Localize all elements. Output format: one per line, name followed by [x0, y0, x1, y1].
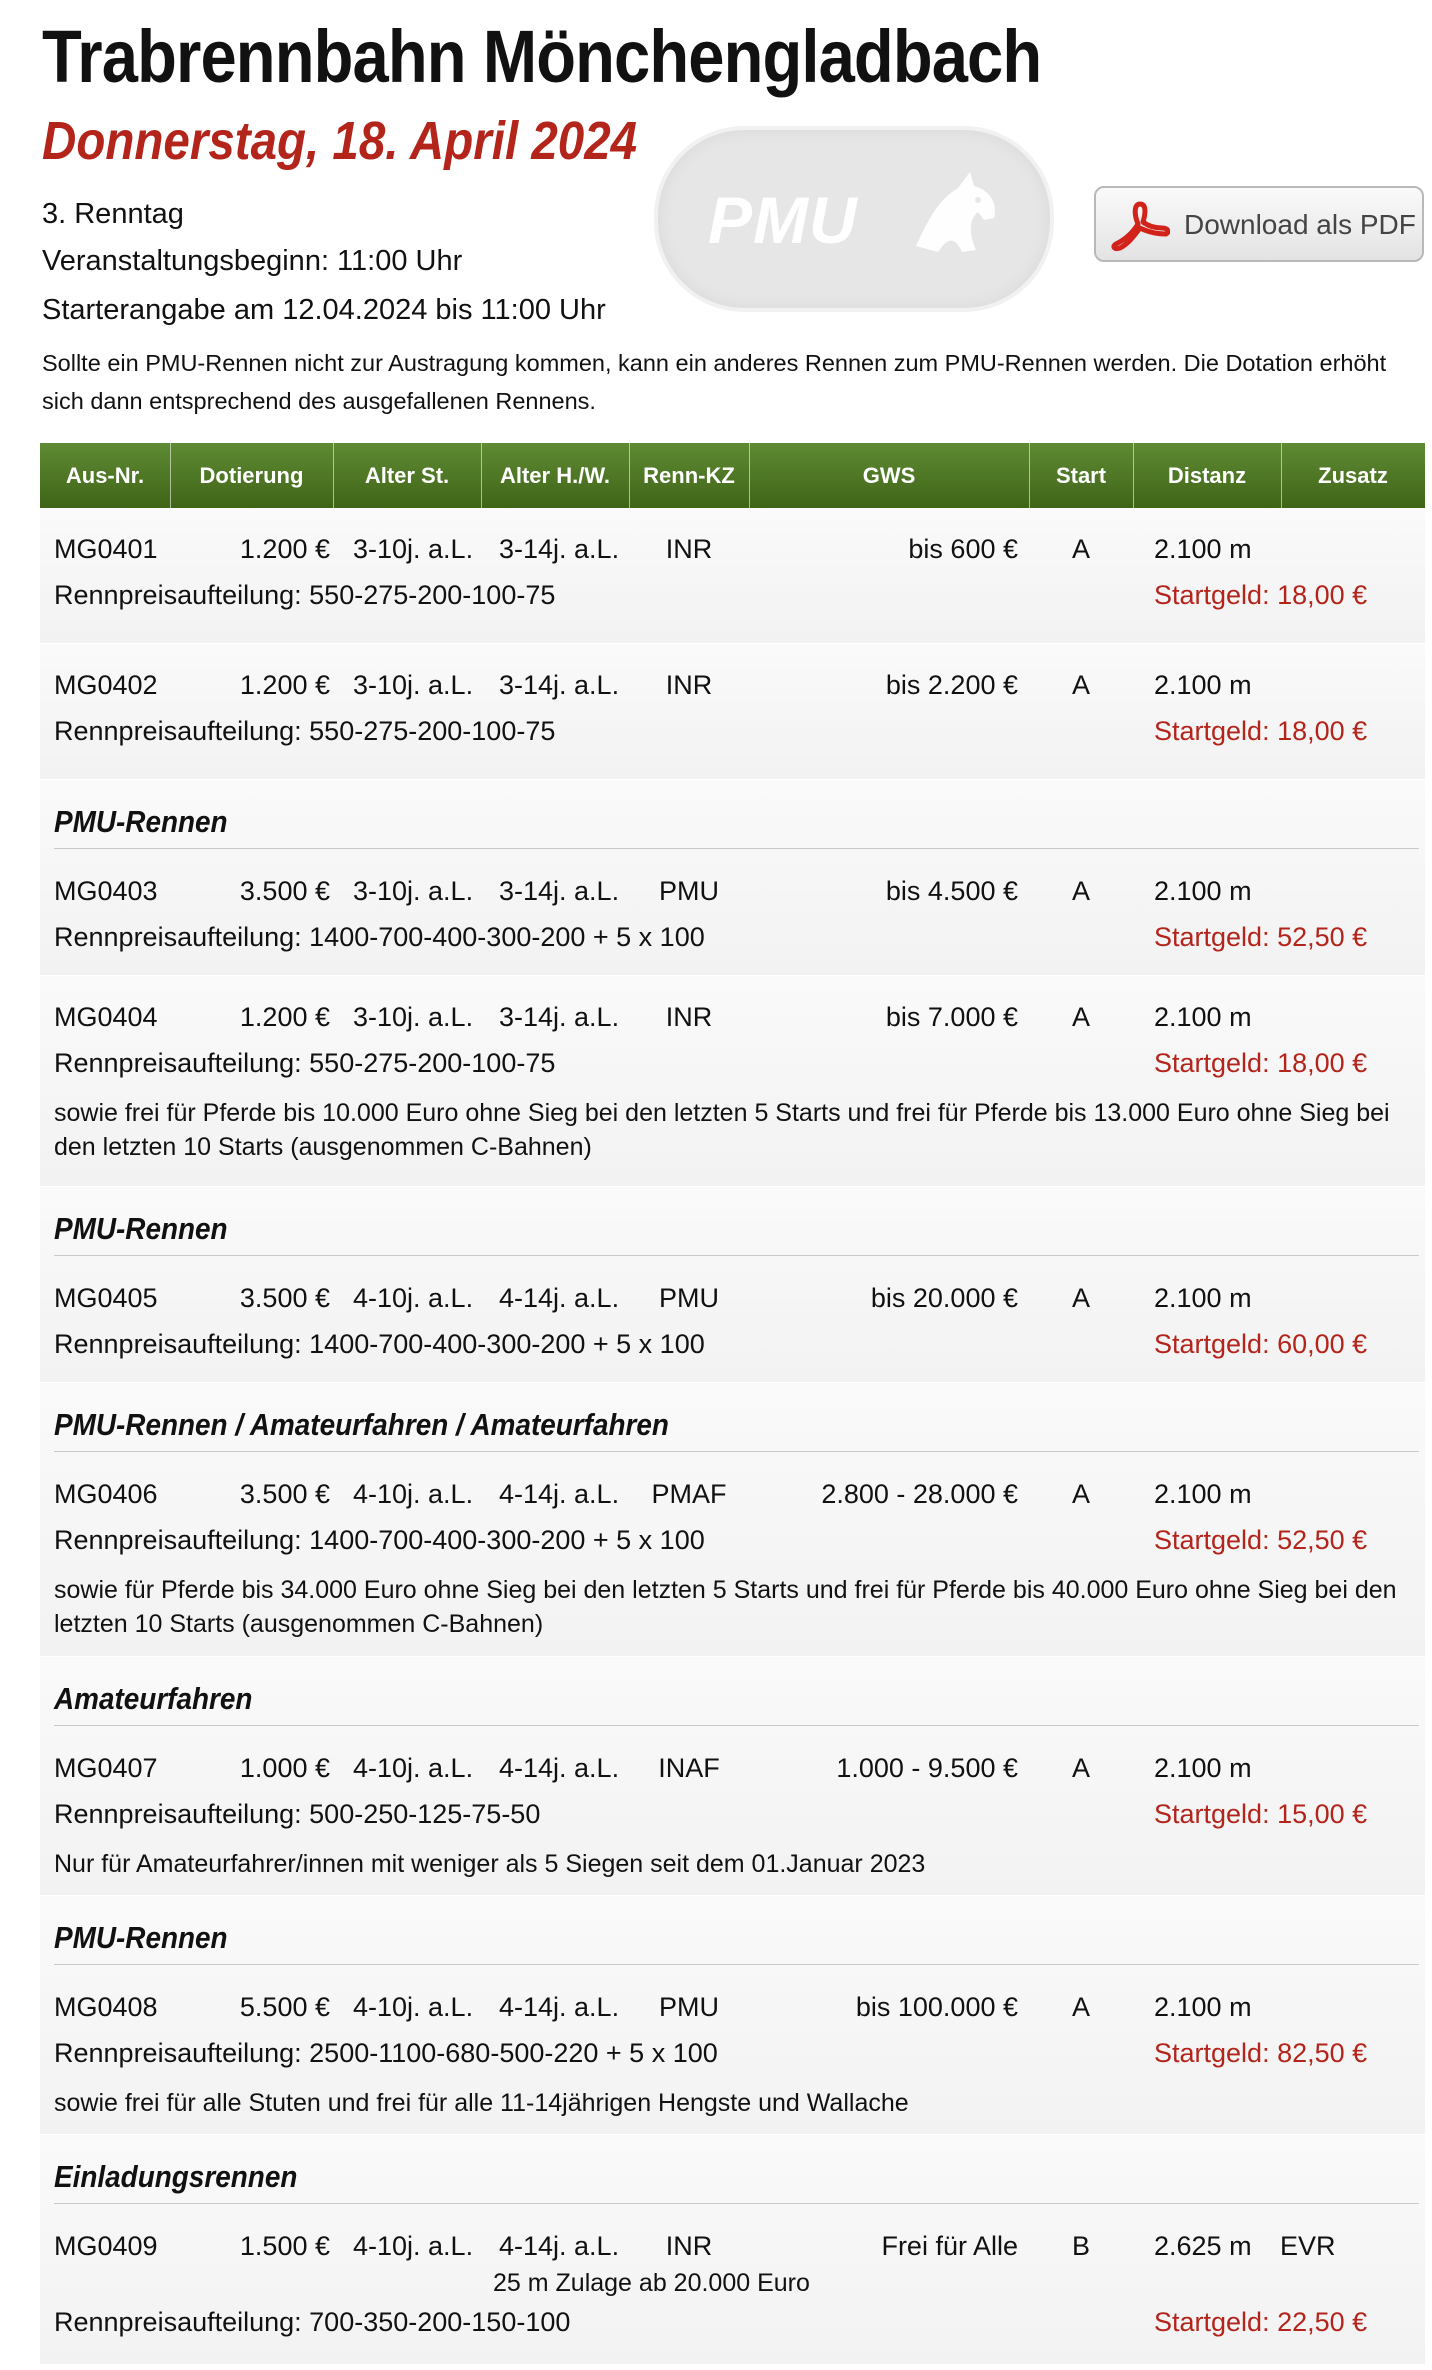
race-id: MG0406 [54, 1479, 158, 1509]
race-alter-hw: 3-14j. a.L. [499, 876, 620, 906]
race-extra: 25 m Zulage ab 20.000 Euro [493, 2269, 810, 2297]
table-row [40, 780, 1425, 976]
race-table [40, 443, 1425, 2365]
race-dotierung: 1.500 € [239, 2231, 330, 2261]
race-kz: INR [665, 670, 713, 700]
race-dotierung: 1.200 € [239, 670, 330, 700]
race-category: PMU-Rennen / Amateurfahren / Amateurfahren [54, 1407, 669, 1442]
race-distanz: 2.100 m [1154, 1002, 1252, 1032]
race-dotierung: 1.000 € [239, 1753, 330, 1783]
column-header-renn-kz: Renn-KZ [629, 443, 750, 508]
category-divider [54, 1725, 1419, 1726]
race-distanz: 2.100 m [1154, 876, 1252, 906]
renntag-label: 3. Renntag [42, 198, 184, 230]
race-alter-hw: 4-14j. a.L. [499, 1753, 620, 1783]
race-category: PMU-Rennen [54, 1920, 228, 1955]
race-distanz: 2.100 m [1154, 1479, 1252, 1509]
race-alter-hw: 4-14j. a.L. [499, 1992, 620, 2022]
race-preisaufteilung: Rennpreisaufteilung: 500-250-125-75-50 [54, 1799, 541, 1829]
race-gws: Frei für Alle [881, 2231, 1018, 2261]
race-gws: bis 7.000 € [885, 1002, 1018, 1032]
race-startgeld: Startgeld: 15,00 € [1154, 1799, 1368, 1829]
race-preisaufteilung: Rennpreisaufteilung: 550-275-200-100-75 [54, 716, 556, 746]
race-startgeld: Startgeld: 22,50 € [1154, 2307, 1368, 2337]
race-preisaufteilung: Rennpreisaufteilung: 550-275-200-100-75 [54, 580, 556, 610]
race-alter-hw: 3-14j. a.L. [499, 670, 620, 700]
race-preisaufteilung: Rennpreisaufteilung: 2500-1100-680-500-220 + 5 x 100 [54, 2038, 718, 2068]
race-id: MG0408 [54, 1992, 158, 2022]
start-time-label: Veranstaltungsbeginn: 11:00 Uhr [42, 245, 463, 277]
race-dotierung: 3.500 € [239, 1283, 330, 1313]
column-header-distanz: Distanz [1133, 443, 1282, 508]
race-start: A [1071, 670, 1090, 700]
race-dotierung: 1.200 € [239, 1002, 330, 1032]
race-start: A [1071, 1002, 1090, 1032]
page-title: Trabrennbahn Mönchengladbach [42, 15, 1042, 98]
race-gws: 2.800 - 28.000 € [821, 1479, 1018, 1509]
race-id: MG0404 [54, 1002, 158, 1032]
race-note: sowie frei für Pferde bis 10.000 Euro ohne Sieg bei den letzten 5 Starts und frei für Pferde bis 13.000 Euro ohne Sieg bei den letzten 10 Starts (ausgenommen C-Bahnen) [54, 1099, 1390, 1161]
column-header-dotierung: Dotierung [170, 443, 334, 508]
race-kz: INAF [658, 1753, 720, 1783]
download-pdf-label: Download als PDF [1184, 209, 1416, 240]
race-startgeld: Startgeld: 82,50 € [1154, 2038, 1368, 2068]
race-rows [40, 508, 1425, 2365]
race-startgeld: Startgeld: 18,00 € [1154, 716, 1368, 746]
pmu-logo-text: PMU [708, 183, 858, 257]
race-id: MG0403 [54, 876, 158, 906]
race-distanz: 2.100 m [1154, 534, 1252, 564]
race-start: A [1071, 876, 1090, 906]
column-header-zusatz: Zusatz [1318, 463, 1388, 488]
category-divider [54, 1451, 1419, 1452]
race-alter-hw: 4-14j. a.L. [499, 1479, 620, 1509]
race-kz: INR [665, 1002, 713, 1032]
race-dotierung: 5.500 € [239, 1992, 330, 2022]
race-startgeld: Startgeld: 60,00 € [1154, 1329, 1368, 1359]
category-divider [54, 2203, 1419, 2204]
race-alter-st: 3-10j. a.L. [353, 876, 474, 906]
column-header-alter-hw: Alter H./W. [481, 443, 630, 508]
race-gws: bis 20.000 € [870, 1283, 1018, 1313]
race-dotierung: 1.200 € [239, 534, 330, 564]
column-header-start: Start [1029, 443, 1134, 508]
race-preisaufteilung: Rennpreisaufteilung: 1400-700-400-300-200 + 5 x 100 [54, 1525, 705, 1555]
race-alter-st: 4-10j. a.L. [353, 2231, 474, 2261]
race-startgeld: Startgeld: 18,00 € [1154, 1048, 1368, 1078]
race-alter-hw: 4-14j. a.L. [499, 1283, 620, 1313]
race-id: MG0401 [54, 534, 158, 564]
table-row [40, 1187, 1425, 1383]
race-alter-hw: 3-14j. a.L. [499, 534, 620, 564]
table-row [40, 508, 1425, 644]
race-start: A [1071, 1992, 1090, 2022]
table-row [40, 976, 1425, 1187]
race-distanz: 2.100 m [1154, 1992, 1252, 2022]
race-zusatz: EVR [1280, 2231, 1336, 2261]
category-divider [54, 848, 1419, 849]
race-start: A [1071, 1753, 1090, 1783]
table-row [40, 1896, 1425, 2135]
table-row [40, 1383, 1425, 1657]
category-divider [54, 1964, 1419, 1965]
race-start: A [1071, 534, 1090, 564]
race-dotierung: 3.500 € [239, 1479, 330, 1509]
category-divider [54, 1255, 1419, 1256]
race-note: sowie für Pferde bis 34.000 Euro ohne Sieg bei den letzten 5 Starts und frei für Pferde bis 40.000 Euro ohne Sieg bei den letzten 10 Starts (ausgenommen C-Bahnen) [54, 1576, 1397, 1638]
race-date: Donnerstag, 18. April 2024 [42, 111, 638, 171]
race-kz: PMU [659, 1283, 719, 1313]
race-alter-st: 3-10j. a.L. [353, 670, 474, 700]
race-distanz: 2.100 m [1154, 1753, 1252, 1783]
race-distanz: 2.100 m [1154, 670, 1252, 700]
page-header [42, 0, 1432, 440]
adobe-pdf-icon [1110, 200, 1170, 252]
pmu-logo [654, 126, 1054, 312]
race-gws: bis 100.000 € [855, 1992, 1018, 2022]
race-category: Einladungsrennen [54, 2159, 298, 2194]
race-alter-st: 4-10j. a.L. [353, 1753, 474, 1783]
race-category: PMU-Rennen [54, 804, 228, 839]
race-gws: bis 2.200 € [885, 670, 1018, 700]
race-startgeld: Startgeld: 18,00 € [1154, 580, 1368, 610]
column-header-alter-st: Alter St. [333, 443, 482, 508]
race-kz: PMAF [651, 1479, 727, 1509]
race-distanz: 2.100 m [1154, 1283, 1252, 1313]
column-header-ausnr: Aus-Nr. [40, 443, 171, 508]
race-gws: bis 600 € [908, 534, 1018, 564]
race-alter-st: 4-10j. a.L. [353, 1992, 474, 2022]
race-alter-st: 3-10j. a.L. [353, 1002, 474, 1032]
race-alter-hw: 3-14j. a.L. [499, 1002, 620, 1032]
race-preisaufteilung: Rennpreisaufteilung: 1400-700-400-300-200 + 5 x 100 [54, 922, 705, 952]
race-id: MG0409 [54, 2231, 158, 2261]
race-gws: 1.000 - 9.500 € [836, 1753, 1018, 1783]
entry-deadline-label: Starterangabe am 12.04.2024 bis 11:00 Uhr [42, 294, 606, 326]
race-kz: INR [665, 534, 713, 564]
race-alter-hw: 4-14j. a.L. [499, 2231, 620, 2261]
race-start: B [1071, 2231, 1090, 2261]
race-category: PMU-Rennen [54, 1211, 228, 1246]
race-id: MG0402 [54, 670, 158, 700]
race-alter-st: 4-10j. a.L. [353, 1283, 474, 1313]
race-kz: PMU [659, 1992, 719, 2022]
race-distanz: 2.625 m [1154, 2231, 1252, 2261]
race-gws: bis 4.500 € [885, 876, 1018, 906]
race-startgeld: Startgeld: 52,50 € [1154, 922, 1368, 952]
pmu-notice: Sollte ein PMU-Rennen nicht zur Austragung kommen, kann ein anderes Rennen zum PMU-Rennen werden. Die Dotation erhöht sich dann entsprechend des ausgefallenen Rennens. [42, 350, 1387, 414]
race-kz: PMU [659, 876, 719, 906]
race-category: Amateurfahren [54, 1681, 253, 1716]
race-dotierung: 3.500 € [239, 876, 330, 906]
race-id: MG0405 [54, 1283, 158, 1313]
race-startgeld: Startgeld: 52,50 € [1154, 1525, 1368, 1555]
download-pdf-button[interactable] [1094, 186, 1424, 262]
table-row [40, 2135, 1425, 2365]
table-header [40, 443, 1425, 508]
race-alter-st: 3-10j. a.L. [353, 534, 474, 564]
table-row [40, 1657, 1425, 1896]
race-id: MG0407 [54, 1753, 158, 1783]
race-note: sowie frei für alle Stuten und frei für alle 11-14jährigen Hengste und Wallache [54, 2089, 909, 2117]
race-start: A [1071, 1479, 1090, 1509]
race-alter-st: 4-10j. a.L. [353, 1479, 474, 1509]
race-note: Nur für Amateurfahrer/innen mit weniger als 5 Siegen seit dem 01.Januar 2023 [54, 1850, 926, 1878]
horse-head-icon [898, 160, 1008, 270]
race-kz: INR [665, 2231, 713, 2261]
race-start: A [1071, 1283, 1090, 1313]
column-header-gws: GWS [749, 443, 1030, 508]
race-preisaufteilung: Rennpreisaufteilung: 550-275-200-100-75 [54, 1048, 556, 1078]
table-row [40, 644, 1425, 780]
race-preisaufteilung: Rennpreisaufteilung: 700-350-200-150-100 [54, 2307, 571, 2337]
race-preisaufteilung: Rennpreisaufteilung: 1400-700-400-300-200 + 5 x 100 [54, 1329, 705, 1359]
